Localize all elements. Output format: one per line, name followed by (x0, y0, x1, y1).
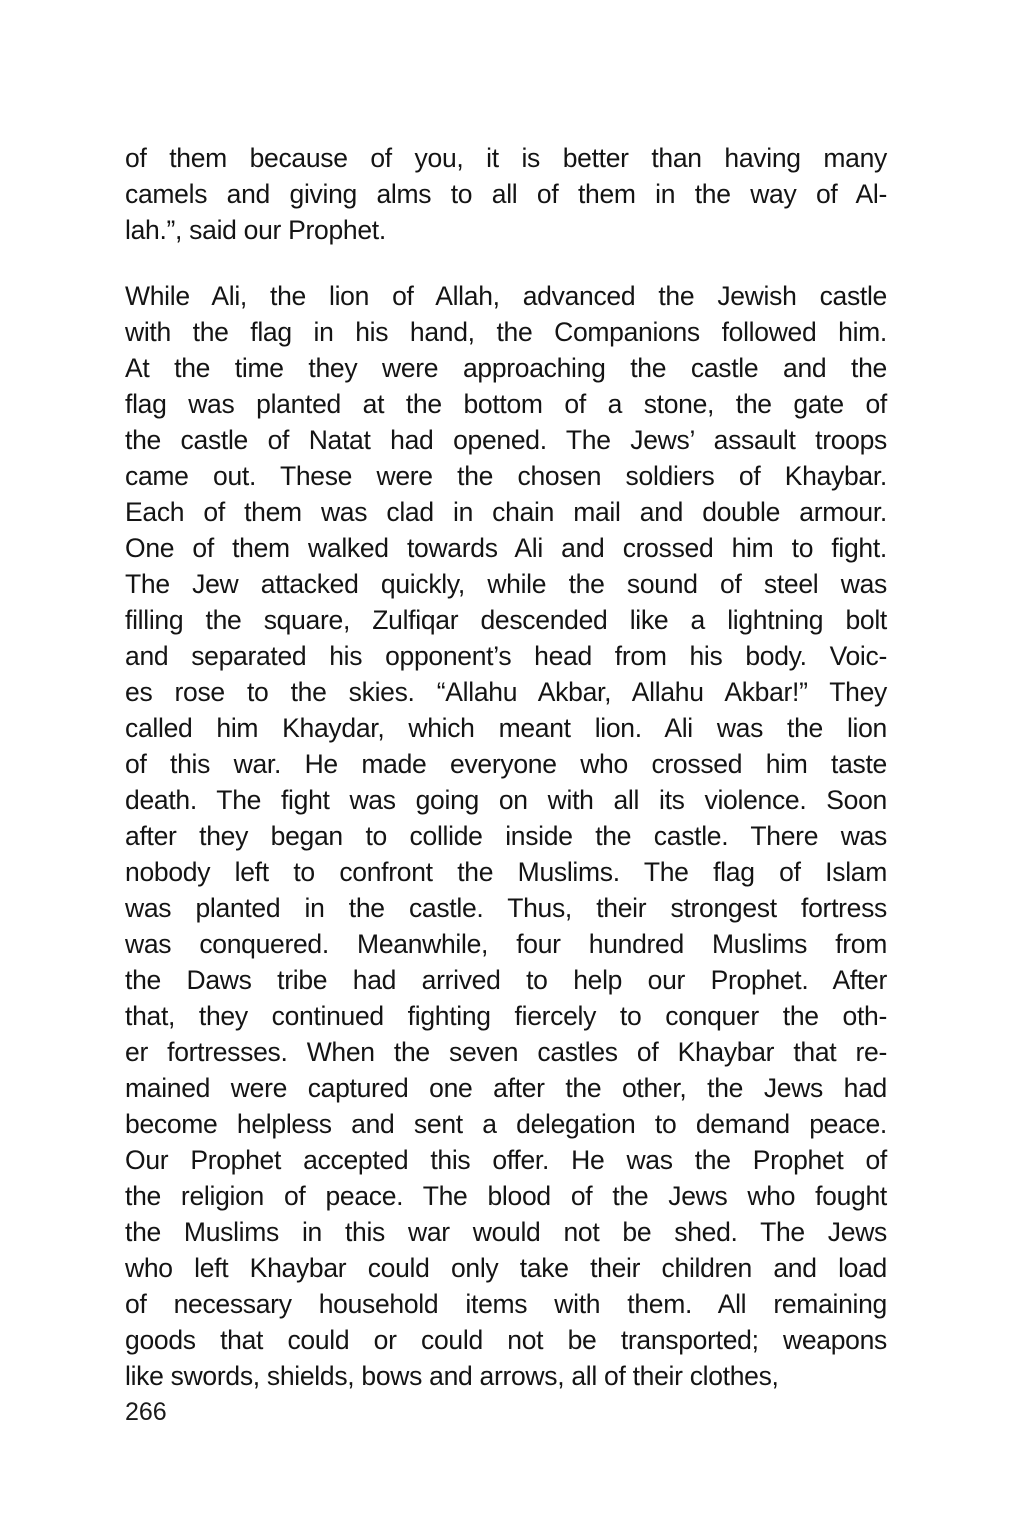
text-line: the castle of Natat had opened. The Jews’ assault troops (125, 425, 887, 455)
text-line: lah.”, said our Prophet. (125, 215, 386, 245)
text-line: At the time they were approaching the castle and the (125, 353, 887, 383)
body-text (125, 140, 887, 1424)
text-line: the Muslims in this war would not be shed. The Jews (125, 1217, 887, 1247)
text-line: with the flag in his hand, the Companions followed him. (125, 317, 887, 347)
text-line: like swords, shields, bows and arrows, all of their clothes, (125, 1361, 779, 1391)
text-line: filling the square, Zulfiqar descended like a lightning bolt (125, 605, 887, 635)
text-line: er fortresses. When the seven castles of Khaybar that re- (125, 1037, 887, 1067)
text-line: was planted in the castle. Thus, their strongest fortress (125, 893, 887, 923)
text-line: mained were captured one after the other, the Jews had (125, 1073, 887, 1103)
text-line: called him Khaydar, which meant lion. Ali was the lion (125, 713, 887, 743)
text-line: become helpless and sent a delegation to demand peace. (125, 1109, 887, 1139)
text-line: flag was planted at the bottom of a stone, the gate of (125, 389, 887, 419)
text-line: es rose to the skies. “Allahu Akbar, Allahu Akbar!” They (125, 677, 887, 707)
text-line: camels and giving alms to all of them in the way of Al- (125, 179, 887, 209)
text-line: nobody left to confront the Muslims. The flag of Islam (125, 857, 887, 887)
text-line: was conquered. Meanwhile, four hundred Muslims from (125, 929, 887, 959)
text-line: that, they continued fighting fiercely to conquer the oth- (125, 1001, 887, 1031)
text-line: came out. These were the chosen soldiers of Khaybar. (125, 461, 887, 491)
text-line: goods that could or could not be transported; weapons (125, 1325, 887, 1355)
text-line: While Ali, the lion of Allah, advanced the Jewish castle (125, 281, 887, 311)
text-line: of them because of you, it is better than having many (125, 143, 887, 173)
text-line: the religion of peace. The blood of the Jews who fought (125, 1181, 887, 1211)
text-line: who left Khaybar could only take their children and load (125, 1253, 887, 1283)
paragraph-2 (125, 278, 887, 1394)
page-number: 266 (125, 1398, 167, 1426)
text-line: of this war. He made everyone who crossed him taste (125, 749, 887, 779)
text-line: of necessary household items with them. All remaining (125, 1289, 887, 1319)
text-line: Our Prophet accepted this offer. He was the Prophet of (125, 1145, 887, 1175)
text-line: death. The fight was going on with all its violence. Soon (125, 785, 887, 815)
text-line: and separated his opponent’s head from his body. Voic- (125, 641, 887, 671)
text-line: the Daws tribe had arrived to help our Prophet. After (125, 965, 887, 995)
text-line: One of them walked towards Ali and crossed him to fight. (125, 533, 887, 563)
text-line: Each of them was clad in chain mail and double armour. (125, 497, 887, 527)
text-line: after they began to collide inside the castle. There was (125, 821, 887, 851)
text-line: The Jew attacked quickly, while the sound of steel was (125, 569, 887, 599)
paragraph-1 (125, 140, 887, 248)
